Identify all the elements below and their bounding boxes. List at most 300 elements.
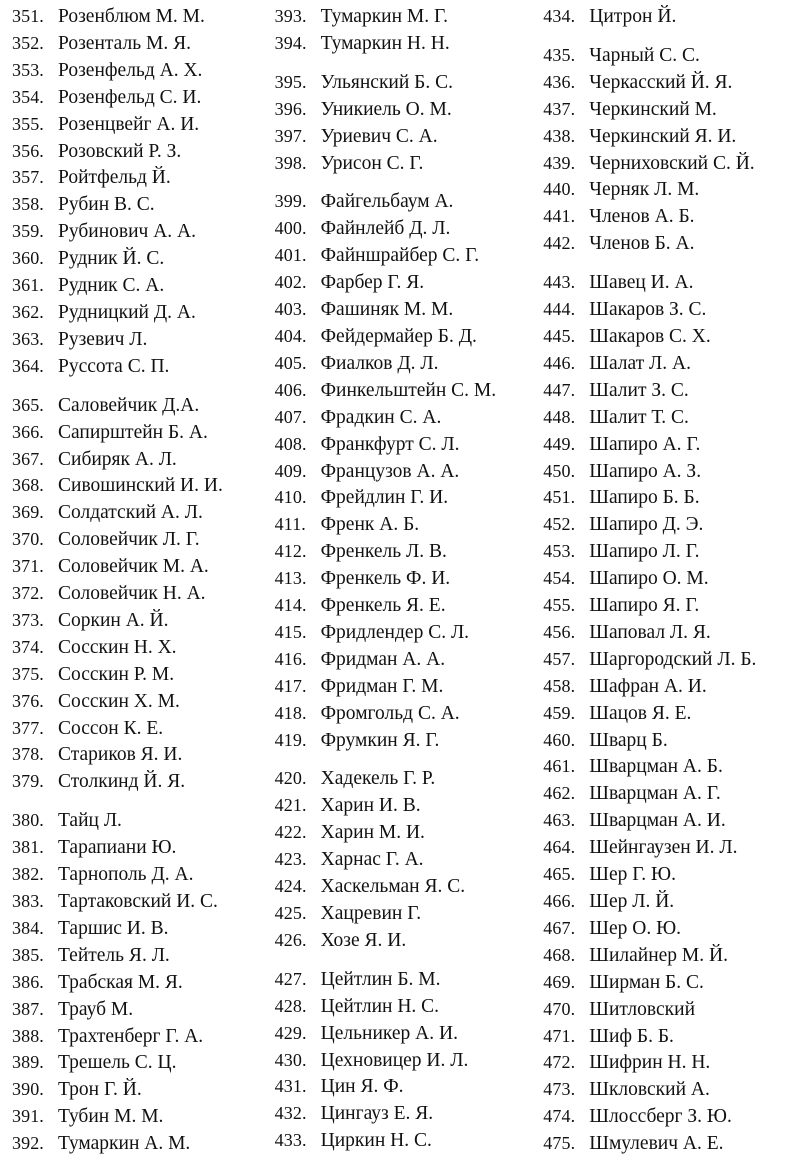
- list-item: [275, 1128, 536, 1155]
- list-item-name: Ширман Б. С.: [589, 971, 704, 993]
- list-item-number: 458.: [543, 675, 576, 696]
- list-item-number: 382.: [12, 864, 44, 885]
- list-item: [275, 1101, 536, 1128]
- list-item-number: 365.: [12, 394, 44, 415]
- list-item: [12, 246, 267, 273]
- list-item-number: 420.: [274, 768, 307, 789]
- list-item: [275, 432, 536, 459]
- list-item-number: 358.: [12, 194, 44, 215]
- list-item: [275, 270, 536, 297]
- list-item-name: Шварц Б.: [589, 729, 668, 751]
- list-item-name: Ройтфельд Й.: [58, 167, 171, 189]
- list-item: [543, 728, 784, 755]
- list-item: [12, 327, 267, 354]
- list-item-name: Членов Б. А.: [589, 233, 695, 255]
- list-item-number: 360.: [12, 248, 44, 269]
- list-item-name: Рубин В. С.: [58, 194, 155, 216]
- list-item-name: Шафран А. И.: [589, 675, 707, 697]
- list-item-number: 470.: [543, 998, 576, 1019]
- list-item: [12, 447, 267, 474]
- list-item-name: Фрадкин С. А.: [320, 406, 442, 428]
- list-item: [543, 124, 784, 151]
- list-item: [12, 354, 267, 381]
- list-item-number: 376.: [12, 690, 44, 711]
- list-item: [12, 1104, 267, 1131]
- list-item-name: Шитловский: [589, 998, 695, 1020]
- list-item: [543, 970, 784, 997]
- list-item: [275, 216, 536, 243]
- index-column-2: [267, 4, 536, 1155]
- list-item: [12, 393, 267, 420]
- list-item-name: Цитрон Й.: [589, 6, 677, 27]
- list-item: [543, 1077, 784, 1104]
- list-item-name: Сапирштейн Б. А.: [58, 421, 208, 443]
- list-item-number: 380.: [12, 810, 44, 831]
- list-item-number: 431.: [274, 1076, 307, 1097]
- list-item-number: 366.: [12, 421, 44, 442]
- list-item-name: Шварцман А. И.: [589, 810, 726, 832]
- list-item: [12, 689, 267, 716]
- list-item: [275, 189, 536, 216]
- list-item-name: Шиф Б. Б.: [589, 1025, 674, 1047]
- list-item-name: Тарнополь Д. А.: [58, 864, 194, 886]
- list-item-name: Фрумкин Я. Г.: [320, 729, 440, 751]
- list-item-number: 456.: [543, 621, 576, 642]
- list-item-name: Тарапиани Ю.: [58, 837, 177, 859]
- list-item-name: Тайц Л.: [58, 810, 122, 832]
- list-item: [543, 351, 784, 378]
- list-item-name: Шакаров С. Х.: [589, 325, 711, 347]
- list-item-name: Френк А. Б.: [320, 514, 420, 536]
- list-item-name: Уриевич С. А.: [320, 125, 438, 147]
- list-item: [12, 1024, 267, 1051]
- list-item-name: Френкель Ф. И.: [320, 568, 451, 590]
- list-item-name: Шавец И. А.: [589, 272, 694, 294]
- list-item: [543, 70, 784, 97]
- list-item-number: 449.: [543, 433, 576, 454]
- list-item-name: Тумаркин А. М.: [58, 1133, 191, 1155]
- list-item-number: 387.: [12, 998, 44, 1019]
- list-item: [12, 742, 267, 769]
- list-item: [275, 1074, 536, 1101]
- list-item: [275, 1048, 536, 1075]
- list-item-name: Фарбер Г. Я.: [320, 272, 425, 294]
- list-item-name: Черняк Л. М.: [589, 179, 700, 201]
- list-item-name: Финкельштейн С. М.: [320, 379, 497, 401]
- list-item: [543, 270, 784, 297]
- list-item-number: 459.: [543, 702, 576, 723]
- list-item-number: 443.: [543, 272, 576, 293]
- list-item: [275, 793, 536, 820]
- list-item-name: Тартаковский И. С.: [58, 891, 218, 912]
- list-item-number: 448.: [543, 406, 576, 427]
- list-item: [12, 85, 267, 112]
- list-item-number: 429.: [274, 1022, 307, 1043]
- list-item-number: 391.: [12, 1106, 44, 1127]
- list-item-name: Шаповал Л. Я.: [589, 621, 711, 643]
- list-item-number: 379.: [12, 771, 44, 792]
- list-item: [275, 31, 536, 58]
- list-item: [275, 1021, 536, 1048]
- list-item-name: Шилайнер М. Й.: [589, 944, 728, 966]
- list-item-number: 419.: [274, 729, 307, 750]
- list-item: [543, 1104, 784, 1131]
- list-item: [275, 674, 536, 701]
- list-item-name: Сосскин Х. М.: [58, 690, 180, 712]
- list-item: [543, 151, 784, 178]
- list-item-name: Трахтенберг Г. А.: [58, 1025, 204, 1047]
- list-item-name: Шмулевич А. Е.: [589, 1133, 724, 1155]
- list-item: [275, 928, 536, 955]
- list-item-number: 413.: [274, 568, 307, 589]
- list-item-number: 352.: [12, 32, 44, 53]
- list-item-number: 464.: [543, 837, 576, 858]
- list-item-name: Членов А. Б.: [589, 206, 695, 228]
- list-item: [12, 139, 267, 166]
- list-item-number: 423.: [274, 849, 307, 870]
- list-item-number: 385.: [12, 944, 44, 965]
- list-item-number: 418.: [274, 702, 307, 723]
- list-item-name: Урисон С. Г.: [320, 152, 424, 174]
- list-item-name: Трауб М.: [58, 998, 134, 1020]
- list-item: [543, 432, 784, 459]
- list-item-number: 399.: [274, 191, 307, 212]
- list-item-number: 426.: [274, 929, 307, 950]
- list-item-number: 441.: [543, 206, 576, 227]
- list-item: [275, 405, 536, 432]
- list-item-number: 461.: [543, 756, 576, 777]
- list-item-name: Шапиро Я. Г.: [589, 595, 700, 617]
- list-item: [275, 539, 536, 566]
- list-item-name: Хацревин Г.: [320, 903, 422, 924]
- list-item-number: 411.: [274, 514, 306, 535]
- list-item-name: Розенфельд А. Х.: [58, 59, 203, 81]
- list-item: [12, 662, 267, 689]
- list-item: [275, 351, 536, 378]
- list-item-name: Саловейчик Д.А.: [58, 394, 200, 416]
- list-item-number: 367.: [12, 448, 44, 469]
- list-item: [12, 4, 267, 31]
- list-item-number: 437.: [543, 98, 576, 119]
- list-item-number: 439.: [543, 152, 576, 173]
- list-item-number: 388.: [12, 1025, 44, 1046]
- list-item-number: 474.: [543, 1106, 576, 1127]
- list-item-name: Шалат Л. А.: [589, 352, 691, 374]
- list-item: [12, 31, 267, 58]
- list-item-number: 471.: [543, 1025, 576, 1046]
- list-item-name: Шифрин Н. Н.: [589, 1052, 711, 1074]
- list-item-name: Розенблюм М. М.: [58, 6, 205, 27]
- list-item-number: 362.: [12, 301, 44, 322]
- list-item: [543, 177, 784, 204]
- list-item-number: 434.: [543, 6, 576, 26]
- list-item-number: 466.: [543, 891, 576, 911]
- list-item-name: Трешель С. Ц.: [58, 1052, 177, 1074]
- list-item-number: 351.: [12, 6, 44, 26]
- list-item: [12, 165, 267, 192]
- list-item-number: 402.: [274, 272, 307, 293]
- index-column-1: [6, 4, 267, 1158]
- list-item-number: 370.: [12, 529, 44, 550]
- list-item-number: 444.: [543, 299, 576, 320]
- list-item: [543, 808, 784, 835]
- list-item: [275, 485, 536, 512]
- list-item-number: 452.: [543, 514, 576, 535]
- list-item-name: Соркин А. Й.: [58, 609, 169, 631]
- list-item-name: Файншрайбер С. Г.: [320, 245, 480, 267]
- list-item: [543, 593, 784, 620]
- list-item: [275, 243, 536, 270]
- list-item: [543, 231, 784, 258]
- list-item-number: 473.: [543, 1079, 576, 1100]
- list-item-number: 440.: [543, 179, 576, 200]
- list-item-name: Цехновицер И. Л.: [320, 1049, 469, 1071]
- list-item-number: 372.: [12, 583, 44, 604]
- list-item-name: Харин И. В.: [320, 795, 421, 817]
- list-item-number: 371.: [12, 556, 44, 577]
- list-item: [12, 192, 267, 219]
- list-item-number: 396.: [274, 98, 307, 119]
- list-item-name: Соловейчик Л. Г.: [58, 529, 200, 551]
- list-item: [12, 1131, 267, 1158]
- list-item-name: Хаскельман Я. С.: [320, 876, 466, 898]
- list-item-number: 395.: [274, 71, 307, 92]
- list-item-number: 468.: [543, 944, 576, 965]
- list-item-number: 469.: [543, 971, 576, 992]
- list-item: [275, 566, 536, 593]
- list-item-name: Цельникер А. И.: [320, 1022, 458, 1044]
- list-item: [275, 766, 536, 793]
- list-item-number: 354.: [12, 86, 44, 107]
- list-item-name: Циркин Н. С.: [320, 1130, 432, 1152]
- list-item: [543, 674, 784, 701]
- list-item-number: 467.: [543, 917, 576, 938]
- index-column-3: [535, 4, 784, 1158]
- list-item-number: 355.: [12, 113, 44, 134]
- list-item-name: Розенфельд С. И.: [58, 86, 202, 108]
- list-item: [275, 901, 536, 928]
- list-item-name: Черкасский Й. Я.: [589, 71, 733, 93]
- list-item-number: 404.: [274, 325, 307, 346]
- list-item-number: 407.: [274, 406, 307, 427]
- list-item: [12, 420, 267, 447]
- list-item-number: 389.: [12, 1052, 44, 1073]
- list-item: [12, 862, 267, 889]
- list-item-name: Ульянский Б. С.: [320, 71, 453, 93]
- list-item-number: 375.: [12, 663, 44, 684]
- list-item: [543, 324, 784, 351]
- list-item: [12, 1077, 267, 1104]
- list-item-name: Тубин М. М.: [58, 1106, 164, 1128]
- list-item-name: Шапиро А. Г.: [589, 433, 701, 455]
- list-item-number: 400.: [274, 218, 307, 239]
- list-item: [275, 967, 536, 994]
- list-item-number: 446.: [543, 352, 576, 373]
- list-item-number: 438.: [543, 125, 576, 146]
- list-item: [12, 554, 267, 581]
- list-item-name: Трабская М. Я.: [58, 971, 183, 993]
- list-item-number: 381.: [12, 837, 44, 858]
- list-item-number: 363.: [12, 328, 44, 349]
- list-item-number: 356.: [12, 140, 44, 161]
- list-item-number: 374.: [12, 636, 44, 657]
- list-item: [12, 473, 267, 500]
- list-item-name: Цейтлин Н. С.: [320, 995, 440, 1017]
- list-item: [12, 889, 267, 916]
- list-item-name: Чарный С. С.: [589, 44, 700, 66]
- list-item: [543, 835, 784, 862]
- list-item-number: 424.: [274, 876, 307, 897]
- list-item-name: Сосскин Р. М.: [58, 663, 175, 685]
- list-item: [543, 485, 784, 512]
- list-item: [275, 728, 536, 755]
- list-item-number: 463.: [543, 810, 576, 831]
- list-item: [275, 874, 536, 901]
- list-item-number: 409.: [274, 460, 307, 481]
- list-item-number: 433.: [274, 1130, 307, 1151]
- list-item: [12, 219, 267, 246]
- list-item-number: 417.: [274, 675, 307, 696]
- list-item: [275, 297, 536, 324]
- list-item-name: Тейтель Я. Л.: [58, 944, 170, 966]
- list-item: [543, 4, 784, 31]
- list-item-number: 462.: [543, 783, 576, 804]
- list-item: [543, 862, 784, 889]
- list-item-name: Солдатский А. Л.: [58, 502, 203, 524]
- list-item-name: Соловейчик М. А.: [58, 556, 209, 578]
- list-item: [543, 297, 784, 324]
- list-item-name: Шварцман А. Б.: [589, 756, 723, 778]
- list-item-name: Френкель Л. В.: [320, 541, 447, 563]
- list-item-number: 435.: [543, 44, 576, 65]
- list-item: [543, 916, 784, 943]
- list-item-name: Фрейдлин Г. И.: [320, 487, 449, 509]
- list-item-number: 401.: [274, 245, 307, 266]
- list-item-name: Шацов Я. Е.: [589, 702, 692, 724]
- list-item-name: Шалит Т. С.: [589, 406, 689, 428]
- list-item-name: Цингауз Е. Я.: [320, 1103, 434, 1125]
- list-item-name: Розовский Р. З.: [58, 140, 182, 162]
- list-item-name: Руссота С. П.: [58, 355, 170, 377]
- list-item-number: 384.: [12, 917, 44, 938]
- list-item-number: 378.: [12, 744, 44, 765]
- list-item-number: 457.: [543, 648, 576, 669]
- list-item-number: 398.: [274, 152, 307, 173]
- list-item: [543, 405, 784, 432]
- list-item-number: 460.: [543, 729, 576, 750]
- list-item-number: 368.: [12, 475, 44, 496]
- list-item-name: Трон Г. Й.: [58, 1079, 142, 1101]
- list-item-number: 416.: [274, 648, 307, 669]
- list-item: [543, 781, 784, 808]
- list-item-number: 465.: [543, 864, 576, 885]
- list-item-name: Тумаркин Н. Н.: [320, 32, 450, 54]
- list-item-name: Шаргородский Л. Б.: [589, 648, 757, 670]
- list-item: [543, 566, 784, 593]
- list-item-number: 386.: [12, 971, 44, 992]
- list-item-name: Черниховский С. Й.: [589, 152, 755, 174]
- list-item-number: 415.: [274, 621, 307, 642]
- list-item-number: 383.: [12, 891, 44, 911]
- list-item-number: 394.: [274, 32, 307, 53]
- list-item-name: Цейтлин Б. М.: [320, 968, 441, 990]
- list-item-name: Рудник Й. С.: [58, 248, 165, 270]
- list-item-name: Фейдермайер Б. Д.: [320, 325, 477, 347]
- list-item-name: Фридлендер С. Л.: [320, 621, 470, 643]
- list-item-name: Стариков Я. И.: [58, 744, 183, 766]
- list-item-number: 373.: [12, 609, 44, 630]
- list-item-number: 377.: [12, 717, 44, 738]
- list-item: [12, 500, 267, 527]
- list-item-number: 390.: [12, 1079, 44, 1100]
- list-item: [543, 701, 784, 728]
- list-item: [12, 608, 267, 635]
- list-item: [12, 716, 267, 743]
- list-item: [275, 97, 536, 124]
- list-item-name: Шалит З. С.: [589, 379, 689, 401]
- list-item: [275, 4, 536, 31]
- list-item-number: 392.: [12, 1133, 44, 1154]
- list-item-name: Шапиро А. З.: [589, 460, 702, 482]
- list-item-number: 397.: [274, 125, 307, 146]
- list-item-name: Французов А. А.: [320, 460, 460, 482]
- list-item-name: Цин Я. Ф.: [320, 1076, 404, 1098]
- list-item-name: Соссон К. Е.: [58, 717, 164, 739]
- list-item-number: 455.: [543, 595, 576, 616]
- list-item-number: 361.: [12, 275, 44, 296]
- list-item-name: Рудницкий Д. А.: [58, 301, 196, 323]
- list-item-number: 359.: [12, 221, 44, 242]
- list-item-number: 410.: [274, 487, 307, 508]
- list-item: [275, 378, 536, 405]
- list-item-name: Фромгольд С. А.: [320, 702, 460, 724]
- list-item: [12, 835, 267, 862]
- list-item: [275, 593, 536, 620]
- list-item: [275, 620, 536, 647]
- list-item-name: Файнлейб Д. Л.: [320, 218, 451, 240]
- list-item-name: Харин М. И.: [320, 822, 425, 844]
- list-item-number: 421.: [274, 795, 307, 816]
- list-item-name: Шакаров З. С.: [589, 299, 707, 321]
- list-item: [543, 997, 784, 1024]
- list-item-number: 451.: [543, 487, 576, 508]
- list-item: [12, 769, 267, 796]
- list-item-number: 403.: [274, 299, 307, 320]
- list-item-number: 393.: [274, 6, 307, 26]
- list-item-name: Сосскин Н. Х.: [58, 636, 177, 658]
- list-item-number: 412.: [274, 541, 307, 562]
- list-item-name: Сибиряк А. Л.: [58, 448, 177, 470]
- list-item: [543, 1050, 784, 1077]
- list-item: [543, 889, 784, 916]
- list-item-number: 414.: [274, 595, 307, 616]
- list-item-name: Фашиняк М. М.: [320, 299, 454, 321]
- list-item: [543, 943, 784, 970]
- list-item: [12, 300, 267, 327]
- list-item-name: Файгельбаум А.: [320, 191, 454, 213]
- list-item: [275, 847, 536, 874]
- list-item: [275, 820, 536, 847]
- list-item-name: Шер Г. Ю.: [589, 864, 676, 886]
- list-item-name: Харнас Г. А.: [320, 849, 424, 871]
- list-item-name: Розенталь М. Я.: [58, 32, 191, 54]
- list-item-name: Фиалков Д. Л.: [320, 352, 439, 374]
- list-item: [12, 273, 267, 300]
- list-item-name: Шварцман А. Г.: [589, 783, 721, 805]
- list-item-name: Тумаркин М. Г.: [320, 6, 448, 27]
- list-item-number: 445.: [543, 325, 576, 346]
- list-item-number: 353.: [12, 59, 44, 80]
